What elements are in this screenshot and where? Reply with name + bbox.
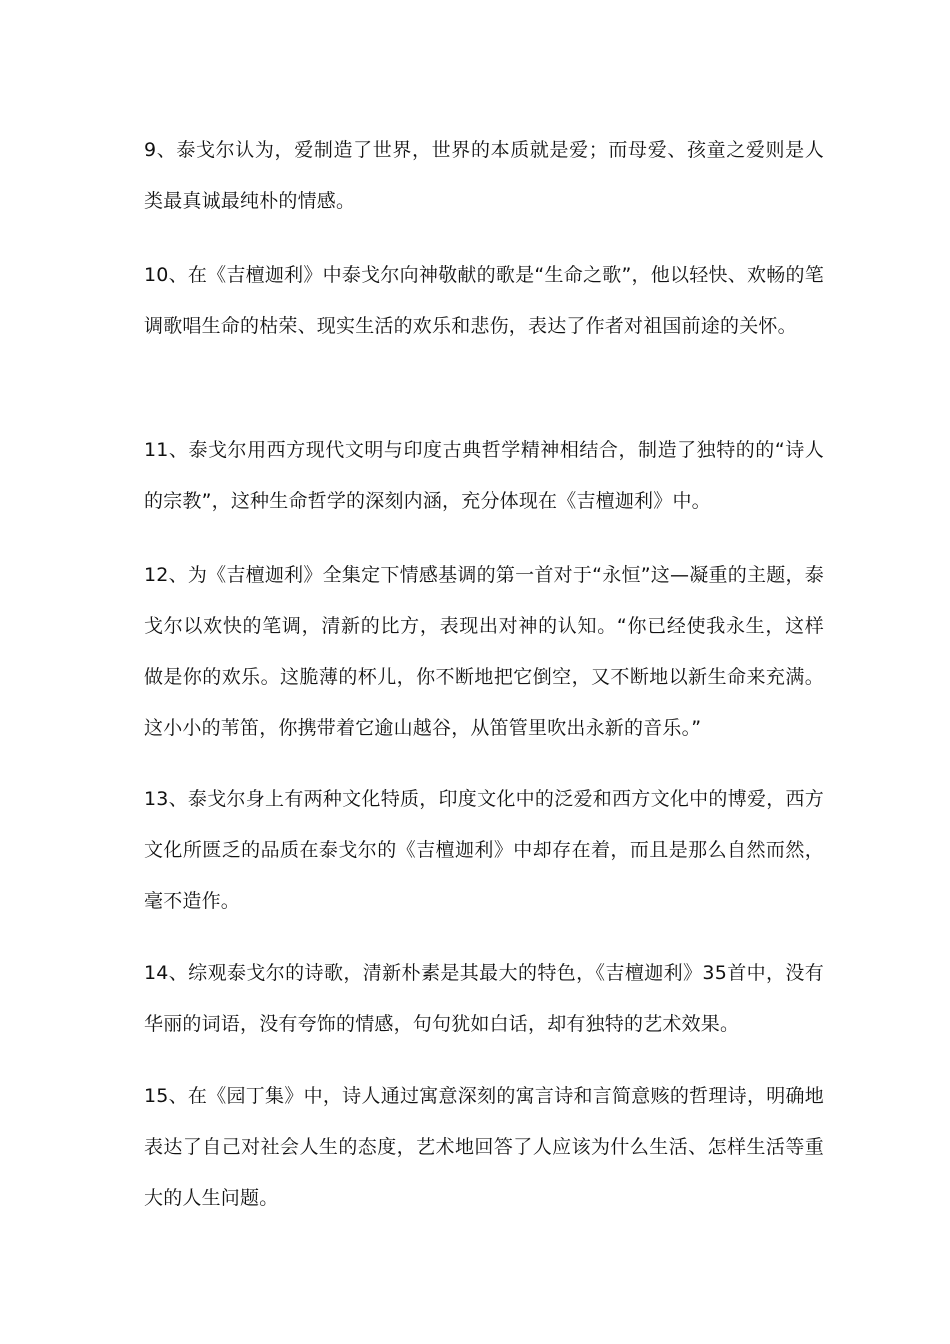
paragraph-item-10: 10、在《吉檀迦利》中泰戈尔向神敬献的歌是“生命之歌”，他以轻快、欢畅的笔调歌唱生命的枯荣、现实生活的欢乐和悲伤，表达了作者对祖国前途的关怀。	[144, 264, 824, 337]
paragraph-item-11: 11、泰戈尔用西方现代文明与印度古典哲学精神相结合，制造了独特的的“诗人的宗教”，这种生命哲学的深刻内涵，充分体现在《吉檀迦利》中。	[144, 439, 824, 512]
paragraph-item-15: 15、在《园丁集》中，诗人通过寓意深刻的寓言诗和言简意赅的哲理诗，明确地表达了自己对社会人生的态度，艺术地回答了人应该为什么生活、怎样生活等重大的人生问题。	[144, 1085, 824, 1209]
paragraph-item-13: 13、泰戈尔身上有两种文化特质，印度文化中的泛爱和西方文化中的博爱，西方文化所匮乏的品质在泰戈尔的《吉檀迦利》中却存在着，而且是那么自然而然，毫不造作。	[144, 788, 824, 912]
paragraph-item-14: 14、综观泰戈尔的诗歌，清新朴素是其最大的特色，《吉檀迦利》35首中，没有华丽的词语，没有夸饰的情感，句句犹如白话，却有独特的艺术效果。	[144, 962, 824, 1035]
paragraph-item-12: 12、为《吉檀迦利》全集定下情感基调的第一首对于“永恒”这—凝重的主题，泰戈尔以欢快的笔调，清新的比方，表现出对神的认知。“你已经使我永生，这样做是你的欢乐。这脆薄的杯儿，你不断地把它倒空，又不断地以新生命来充满。这小小的苇笛，你携带着它逾山越谷，从笛管里吹出永新的音乐。”	[144, 564, 824, 739]
paragraph-item-9: 9、泰戈尔认为，爱制造了世界，世界的本质就是爱；而母爱、孩童之爱则是人类最真诚最纯朴的情感。	[144, 139, 824, 212]
